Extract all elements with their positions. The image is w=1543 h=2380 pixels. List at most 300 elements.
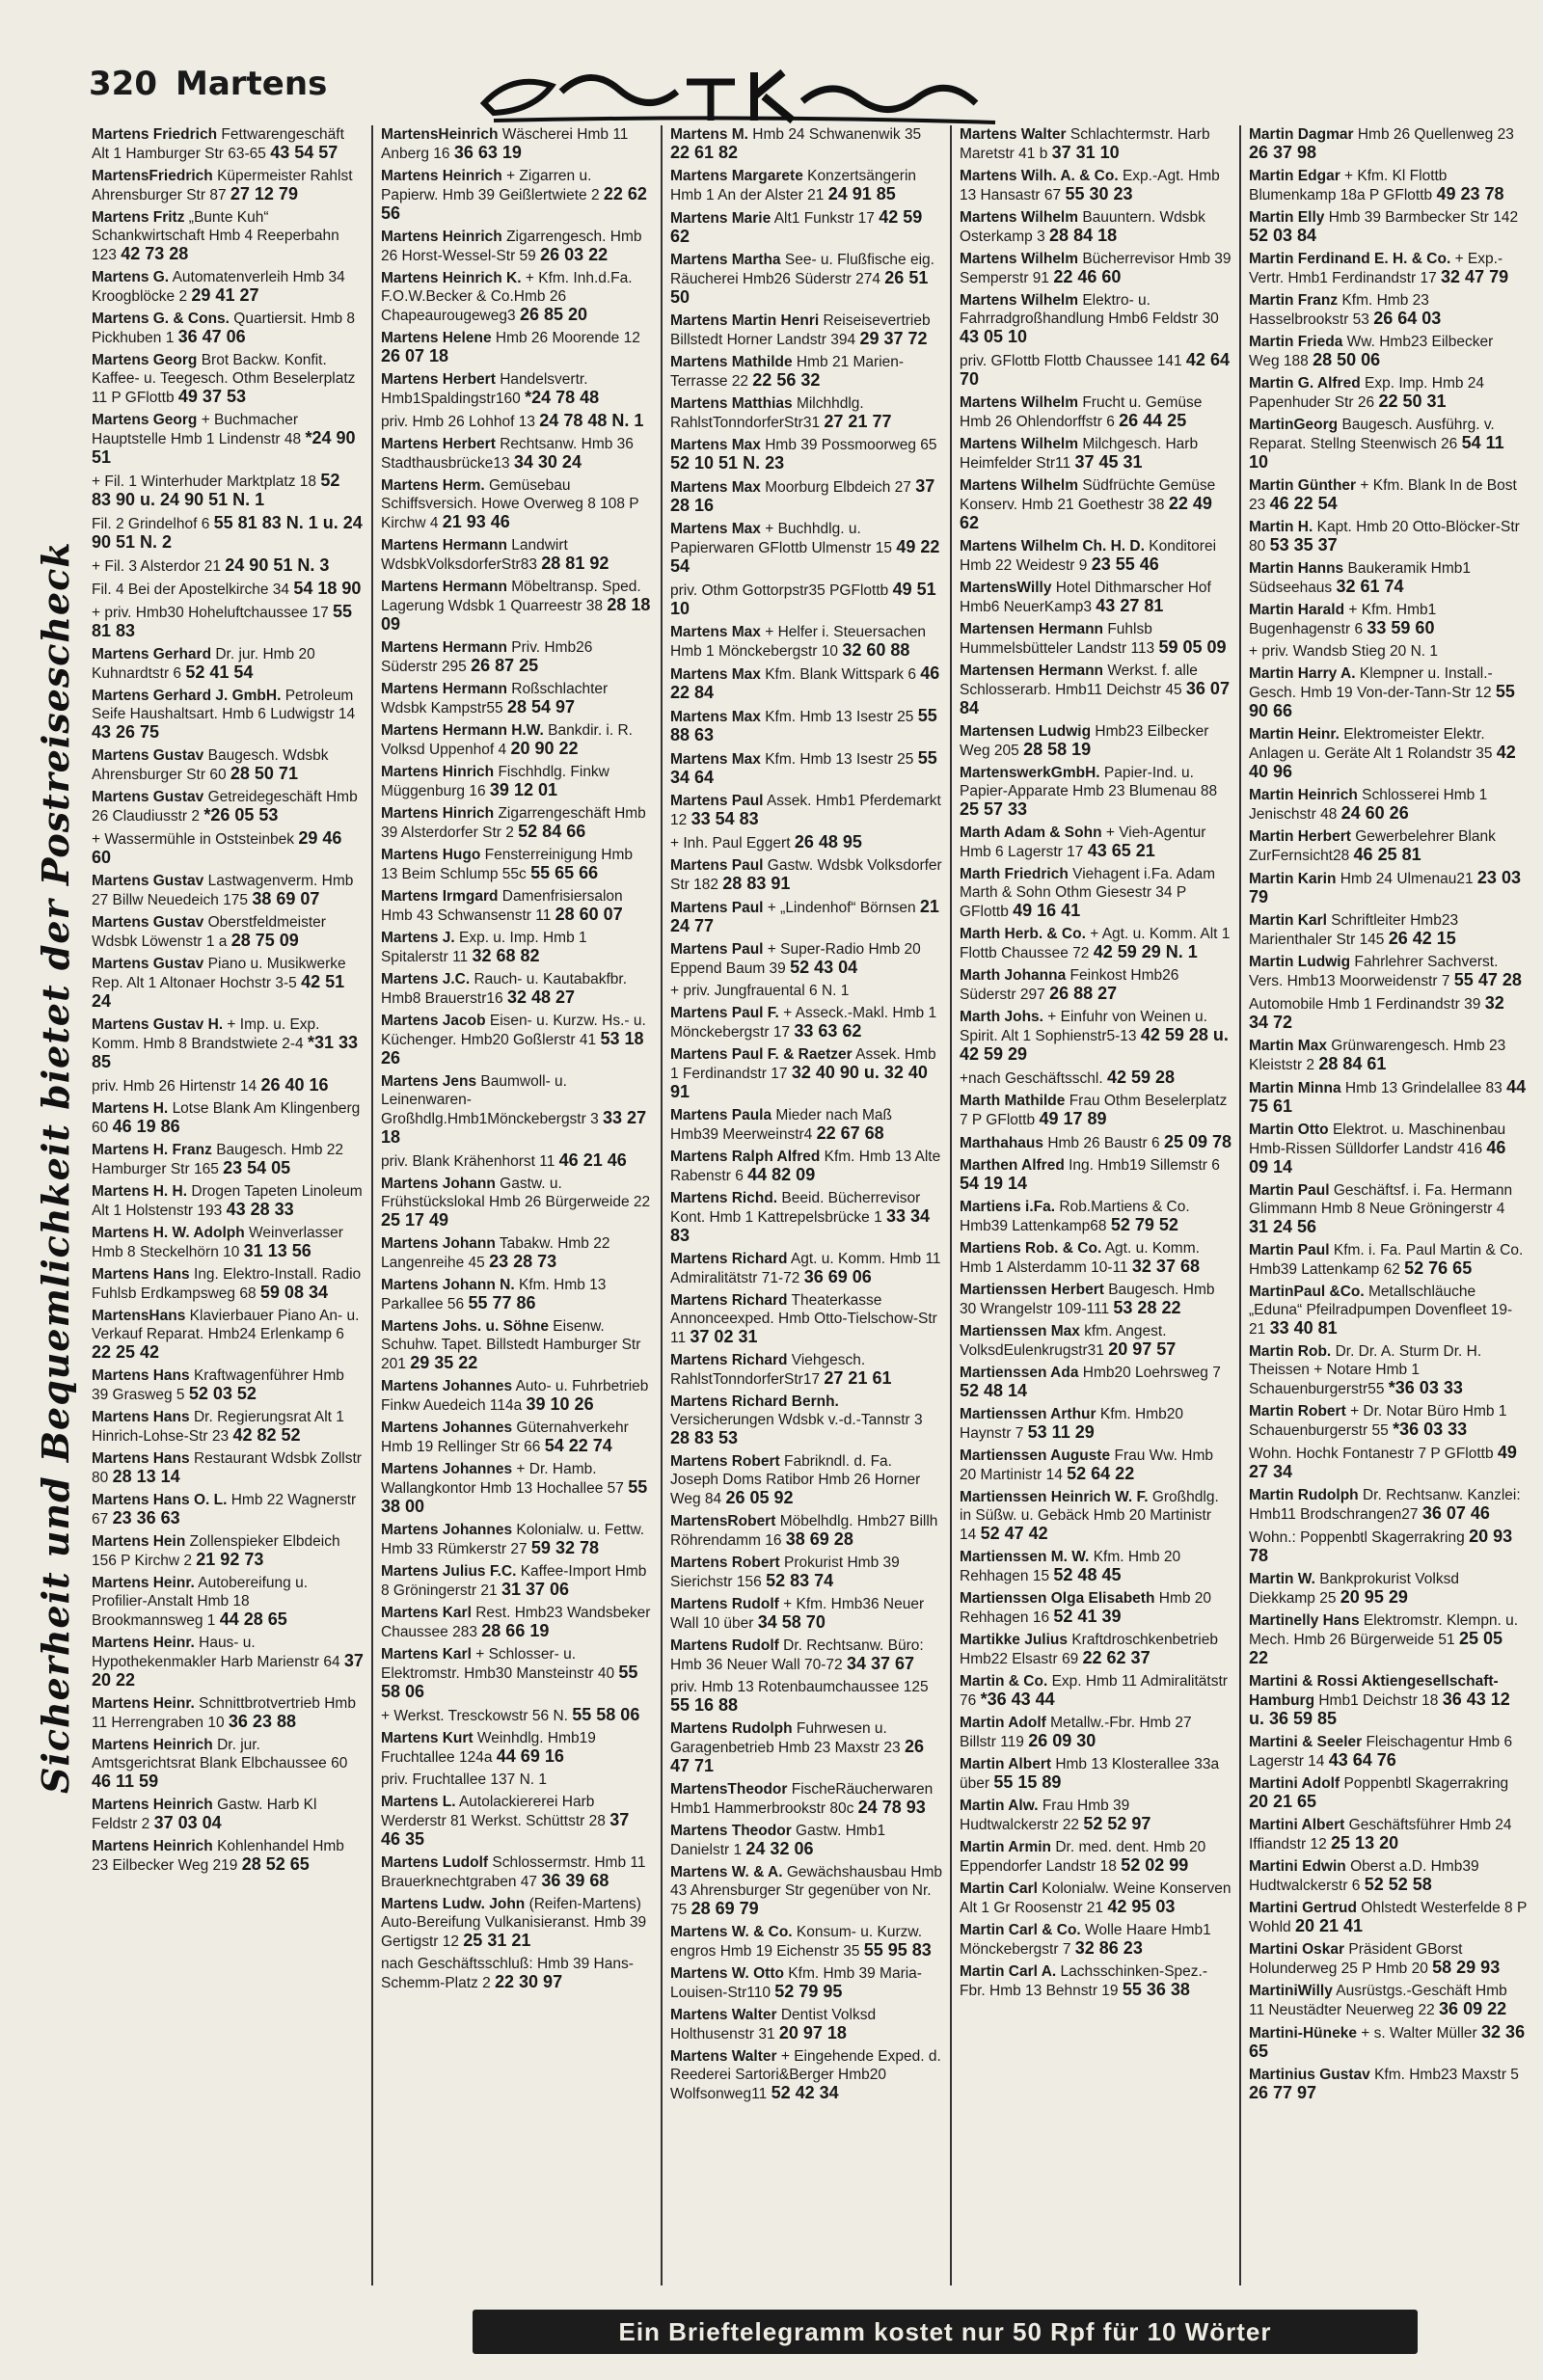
directory-entry (1249, 725, 1527, 782)
entry-name: Martin Herbert (1249, 828, 1351, 845)
entry-detail: Prokurist Hmb 39 Sierichstr 156 (670, 1555, 900, 1590)
directory-entry (960, 393, 1232, 431)
entry-phone: 53 35 37 (1269, 535, 1338, 554)
entry-detail: + Inh. Paul Eggert (670, 835, 791, 852)
entry-detail: Hmb 13 Grindelallee 83 (1344, 1080, 1502, 1096)
directory-entry (960, 865, 1232, 921)
entry-phone: 34 37 67 (846, 1654, 915, 1673)
entry-name: Martens J.C. (381, 971, 471, 987)
directory-entry (381, 269, 653, 325)
directory-entry (960, 1447, 1232, 1484)
entry-phone: 32 60 88 (842, 640, 910, 660)
entry-phone: 34 30 24 (513, 452, 582, 472)
directory-entry (92, 1634, 364, 1690)
directory-entry (381, 1276, 653, 1313)
entry-phone: 28 52 65 (241, 1854, 310, 1874)
entry-detail: Konditorei Hmb 22 Weidestr 9 (960, 538, 1217, 574)
entry-name: Martens H. Franz (92, 1142, 212, 1158)
entry-detail: Eisen- u. Kurzw. Hs.- u. Küchenger. Hmb20 Goßlerstr 41 (381, 1013, 646, 1048)
entry-detail: Rob.Martiens & Co. Hmb39 Lattenkamp68 (960, 1199, 1190, 1234)
entry-detail: Bankprokurist Volksd Diekkamp 25 (1249, 1571, 1459, 1607)
directory-entry (92, 1076, 364, 1095)
directory-entry (1249, 642, 1527, 661)
directory-entry (1249, 1121, 1527, 1177)
entry-detail: Zigarrengesch. Hmb 26 Horst-Wessel-Str 59 (381, 229, 642, 264)
entry-phone: 26 44 25 (1119, 411, 1187, 430)
entry-detail: FischeRäucherwaren Hmb1 Hammerbrookstr 80c (670, 1781, 934, 1817)
directory-entry (960, 1672, 1232, 1710)
entry-phone: 28 54 97 (506, 697, 576, 717)
entry-name: Marth Johs. (960, 1009, 1043, 1025)
directory-entry (670, 1923, 942, 1961)
entry-phone: 22 30 97 (495, 1972, 563, 1991)
entry-phone: 52 10 51 N. 23 (670, 453, 785, 473)
entry-phone: 52 41 39 (1053, 1607, 1122, 1626)
entry-phone: *36 43 44 (980, 1690, 1055, 1709)
entry-phone: *31 33 85 (92, 1033, 359, 1071)
entry-phone: 52 47 42 (980, 1524, 1048, 1543)
entry-detail: nach Geschäftsschluß: Hmb 39 Hans-Schemm-Platz 2 (381, 1956, 634, 1991)
entry-name: Martens H. W. Adolph (92, 1225, 245, 1241)
entry-detail: Haus- u. Hypothekenmakler Harb Marienstr 64 (92, 1635, 340, 1670)
entry-detail: Roßschlachter Wdsbk Kampstr55 (381, 681, 609, 717)
entry-name: Martens Georg (92, 352, 198, 368)
entry-phone: 28 83 53 (670, 1428, 739, 1447)
directory-entry (960, 1962, 1232, 2000)
entry-detail: priv. Othm Gottorpstr35 PGFlottb (670, 582, 889, 599)
page-number: 320 (89, 65, 157, 103)
entry-name: Martin Günther (1249, 477, 1357, 494)
directory-entry (92, 746, 364, 784)
entry-phone: 25 17 49 (381, 1210, 449, 1230)
directory-entry (1249, 250, 1527, 287)
directory-entry (381, 370, 653, 408)
entry-name: Martin Otto (1249, 1122, 1329, 1138)
entry-phone: 26 05 92 (725, 1488, 794, 1507)
entry-phone: 59 32 78 (530, 1538, 599, 1557)
directory-entry (670, 208, 942, 247)
entry-name: Martens Max (670, 751, 761, 768)
entry-name: Martienssen Herbert (960, 1282, 1104, 1298)
entry-name: Martens Mathilde (670, 354, 793, 370)
entry-name: Martin Dagmar (1249, 126, 1354, 143)
directory-entry (1249, 1342, 1527, 1398)
entry-name: Martens Johannes (381, 1522, 513, 1538)
entry-phone: 21 92 73 (196, 1550, 264, 1569)
directory-entry (960, 1589, 1232, 1627)
entry-phone: 42 59 28 u. 42 59 29 (960, 1025, 1229, 1064)
entry-detail: Kfm. Hmb 39 Maria-Louisen-Str110 (670, 1965, 922, 2001)
entry-detail: Brot Backw. Konfit. Kaffee- u. Teegesch. Othm Beselerplatz 11 P GFlottb (92, 352, 356, 406)
entry-detail: Güternahverkehr Hmb 19 Rellinger Str 66 (381, 1420, 629, 1455)
directory-entry (960, 537, 1232, 575)
vertical-advert-text: Sicherheit und Bequemlichkeit bietet der Postreisescheck (34, 541, 77, 1794)
directory-entry (1249, 1181, 1527, 1237)
entry-phone: 26 88 27 (1049, 984, 1118, 1003)
entry-detail: Petroleum Seife Haushaltsart. Hmb 6 Ludwigstr 14 (92, 688, 356, 722)
entry-detail: Poppenbtl Skagerrakring (1343, 1775, 1509, 1792)
entry-phone: 24 78 48 N. 1 (539, 411, 644, 430)
entry-detail: + Eingehende Exped. d. Reederei Sartori&Berger Hmb20 Wolfsonweg11 (670, 2048, 941, 2102)
entry-name: Martens Herbert (381, 371, 496, 388)
entry-detail: Versicherungen Wdsbk v.-d.-Tannstr 3 (670, 1412, 923, 1428)
entry-phone: 55 81 83 (92, 602, 353, 640)
entry-detail: kfm. Angest. VolksdEulenkrugstr31 (960, 1323, 1167, 1359)
directory-entry (1249, 1940, 1527, 1978)
entry-phone: 46 22 84 (670, 663, 940, 702)
directory-entry (960, 476, 1232, 533)
entry-phone: 24 91 85 (827, 184, 896, 203)
directory-entry (670, 1636, 942, 1674)
directory-entry (381, 1175, 653, 1231)
entry-name: Martens Richard (670, 1292, 788, 1309)
entry-phone: 46 21 46 (558, 1150, 627, 1170)
entry-detail: Klavierbauer Piano An- u. Verkauf Reparat. Hmb24 Erlenkamp 6 (92, 1308, 360, 1342)
entry-name: Martini Edwin (1249, 1858, 1346, 1875)
entry-detail: Möbeltransp. Sped. Lagerung Wdsbk 1 Quarreestr 38 (381, 579, 641, 614)
directory-entry (92, 603, 364, 641)
entry-phone: 52 64 22 (1067, 1464, 1135, 1483)
entry-name: Martinius Gustav (1249, 2067, 1370, 2083)
entry-detail: Automobile Hmb 1 Ferdinandstr 39 (1249, 996, 1481, 1013)
entry-name: MartinGeorg (1249, 417, 1339, 433)
column-2 (381, 125, 653, 2285)
entry-detail: + Schlosser- u. Elektromstr. Hmb30 Mansteinstr 40 (381, 1646, 615, 1682)
directory-entry (92, 1694, 364, 1732)
entry-name: Martens Richard (670, 1251, 788, 1267)
directory-entry (1249, 786, 1527, 824)
entry-name: Martin Hanns (1249, 560, 1344, 577)
entry-detail: Gewächshausbau Hmb 43 Ahrensburger Str gegenüber von Nr. 75 (670, 1864, 942, 1918)
entry-name: Martens Kurt (381, 1730, 474, 1746)
directory-entry (381, 1604, 653, 1641)
entry-detail: Exp. Imp. Hmb 24 Papenhuder Str 26 (1249, 375, 1485, 411)
entry-name: Martens Marie (670, 210, 772, 227)
entry-name: Martens Hugo (381, 847, 481, 863)
directory-entry (92, 645, 364, 683)
entry-phone: 52 48 14 (960, 1381, 1028, 1400)
directory-entry (1249, 1570, 1527, 1608)
entry-phone: 38 69 07 (252, 889, 320, 908)
entry-name: Martin Max (1249, 1038, 1327, 1054)
entry-phone: 29 41 27 (191, 285, 259, 305)
directory-entry (960, 1631, 1232, 1668)
entry-phone: 28 50 71 (230, 764, 298, 783)
directory-entry (1249, 1283, 1527, 1339)
directory-entry (670, 664, 942, 703)
entry-name: Martens Wilhelm (960, 292, 1079, 309)
directory-entry (92, 1366, 364, 1404)
entry-phone: 59 08 34 (259, 1283, 328, 1302)
entry-name: Martens Gerhard (92, 646, 212, 663)
column-1 (92, 125, 364, 2285)
directory-entry (381, 329, 653, 366)
entry-detail: Bauuntern. Wdsbk Osterkamp 3 (960, 209, 1205, 245)
directory-entry (92, 1449, 364, 1487)
entry-detail: Gewerbelehrer Blank ZurFernsicht28 (1249, 828, 1496, 864)
entry-phone: 26 47 71 (670, 1737, 924, 1775)
directory-entry (381, 680, 653, 717)
entry-name: Marth Herb. & Co. (960, 926, 1086, 942)
directory-entry (960, 1322, 1232, 1360)
column-divider (1239, 125, 1241, 2285)
directory-entry (381, 1317, 653, 1373)
entry-phone: 43 26 75 (92, 722, 160, 742)
entry-detail: Dentist Volksd Holthusenstr 31 (670, 2007, 877, 2042)
directory-entry (381, 638, 653, 676)
entry-detail: Elektromeister Elektr. Anlagen u. Geräte Alt 1 Rolandstr 35 (1249, 726, 1493, 762)
entry-name: Martini Adolf (1249, 1775, 1340, 1792)
directory-entry (92, 1796, 364, 1833)
directory-entry (381, 476, 653, 532)
entry-phone: 44 28 65 (219, 1609, 287, 1629)
directory-entry (381, 1012, 653, 1068)
entry-phone: 55 34 64 (670, 748, 937, 787)
entry-detail: Hmb 21 Marien-Terrasse 22 (670, 354, 905, 390)
entry-detail: Möbelhdlg. Hmb27 Billh Röhrendamm 16 (670, 1513, 938, 1549)
directory-entry (670, 1250, 942, 1287)
entry-detail: Schlossermstr. Hmb 11 Brauerknechtgraben 47 (381, 1854, 646, 1890)
entry-name: Martens Paul (670, 857, 764, 874)
entry-detail: Hmb23 Eilbecker Weg 205 (960, 723, 1209, 759)
directory-entry (92, 913, 364, 951)
directory-entry (92, 1736, 364, 1792)
directory-entry (92, 411, 364, 468)
entry-phone: 42 40 96 (1249, 743, 1516, 781)
entry-phone: 32 36 65 (1249, 2022, 1526, 2061)
entry-name: Martens Heinrich (381, 229, 502, 245)
entry-name: Martens Heinrich (381, 168, 502, 184)
entry-phone: *36 03 33 (1388, 1378, 1463, 1397)
entry-detail: Schlachtermstr. Harb Maretstr 41 b (960, 126, 1210, 162)
entry-detail: Drogen Tapeten Linoleum Alt 1 Holstenstr 193 (92, 1183, 363, 1219)
entry-detail: Kfm. Hmb 13 Alte Rabenstr 6 (670, 1149, 941, 1184)
entry-phone: 37 45 31 (1074, 452, 1143, 472)
directory-entry (960, 208, 1232, 246)
entry-phone: 46 11 59 (92, 1771, 159, 1791)
entry-phone: 52 48 45 (1053, 1565, 1122, 1584)
directory-entry (1249, 1733, 1527, 1771)
entry-name: Martin Carl & Co. (960, 1922, 1081, 1938)
entry-phone: 28 69 79 (690, 1899, 759, 1918)
directory-entry (92, 1224, 364, 1261)
entry-detail: Bücherrevisor Hmb 39 Semperstr 91 (960, 251, 1232, 286)
entry-name: Martini-Hüneke (1249, 2025, 1357, 2042)
entry-detail: Elektrot. u. Maschinenbau Hmb-Rissen Sülldorfer Landstr 416 (1249, 1122, 1506, 1157)
directory-entry (381, 125, 653, 163)
directory-entry (381, 1955, 653, 1992)
entry-detail: Wohn.: Poppenbtl Skagerrakring (1249, 1529, 1465, 1546)
entry-name: Martin Paul (1249, 1182, 1330, 1199)
entry-name: Martens Robert (670, 1453, 780, 1470)
entry-name: Martensen Hermann (960, 621, 1104, 637)
directory-entry (1249, 1486, 1527, 1524)
entry-name: Marth Johanna (960, 967, 1067, 984)
directory-entry (381, 1562, 653, 1600)
entry-detail: + Asseck.-Makl. Hmb 1 Mönckebergstr 17 (670, 1005, 937, 1041)
entry-detail: Gastw. Hmb1 Danielstr 1 (670, 1823, 886, 1858)
entry-phone: 49 16 41 (1013, 901, 1081, 920)
entry-phone: 25 05 22 (1249, 1629, 1503, 1667)
directory-entry (670, 311, 942, 349)
entry-phone: 20 21 65 (1249, 1792, 1317, 1811)
entry-phone: 55 65 66 (530, 863, 599, 882)
directory-entry (1249, 1672, 1527, 1729)
column-divider (950, 125, 952, 2285)
entry-detail: Kfm. Hmb 20 Rehhagen 15 (960, 1549, 1181, 1584)
entry-detail: Getreidegeschäft Hmb 26 Claudiusstr 2 (92, 789, 358, 825)
entry-detail: Ww. Hmb23 Eilbecker Weg 188 (1249, 334, 1494, 369)
entry-name: Martens Max (670, 479, 761, 496)
entry-phone: 42 95 03 (1107, 1897, 1176, 1916)
entry-phone: 42 59 62 (670, 207, 923, 246)
directory-entry (92, 1265, 364, 1303)
entry-detail: Elektro- u. Fahrradgroßhandlung Hmb6 Feldstr 30 (960, 292, 1219, 327)
entry-phone: 37 20 22 (92, 1651, 364, 1690)
entry-phone: 21 93 46 (442, 512, 510, 531)
directory-entry (960, 1198, 1232, 1235)
entry-name: Martin Rudolph (1249, 1487, 1359, 1503)
entry-name: MartensHeinrich (381, 126, 499, 143)
entry-detail: Priv. Hmb26 Süderstr 295 (381, 639, 593, 675)
directory-entry (670, 1512, 942, 1550)
entry-name: Martin H. (1249, 519, 1313, 535)
directory-entry (1249, 125, 1527, 163)
entry-detail: Baugesch. Hmb 30 Wrangelstr 109-111 (960, 1282, 1215, 1317)
entry-phone: 52 83 90 u. 24 90 51 N. 1 (92, 471, 340, 509)
entry-detail: Viehagent i.Fa. Adam Marth & Sohn Othm Giesestr 34 P GFlottb (960, 866, 1216, 920)
entry-phone: 42 59 29 N. 1 (1093, 942, 1198, 961)
entry-name: Martens Paul (670, 900, 764, 916)
entry-name: Martin Carl A. (960, 1963, 1057, 1980)
entry-phone: 36 47 06 (177, 327, 246, 346)
entry-name: Martens Max (670, 437, 761, 453)
entry-phone: 32 86 23 (1074, 1938, 1143, 1958)
directory-entry (1249, 601, 1527, 638)
entry-detail: Dr. Regierungsrat Alt 1 Hinrich-Lohse-Str 23 (92, 1409, 344, 1445)
directory-entry (1249, 911, 1527, 949)
entry-detail: Hmb 24 Ulmenau21 (1340, 871, 1474, 887)
entry-phone: 26 37 98 (1249, 143, 1317, 162)
entry-detail: Gemüsebau Schiffsversich. Howe Overweg 8 108 P Kirchw 4 (381, 477, 639, 531)
entry-detail: Bankdir. i. R. Volksd Uppenhof 4 (381, 722, 633, 758)
entry-phone: 26 42 15 (1388, 929, 1456, 948)
directory-entry (92, 472, 364, 510)
entry-detail: priv. Fruchtallee 137 N. 1 (381, 1771, 548, 1788)
directory-entry (960, 722, 1232, 760)
entry-name: Martinelly Hans (1249, 1612, 1360, 1629)
entry-detail: Milchgesch. Harb Heimfelder Str11 (960, 436, 1199, 472)
directory-entry (960, 1068, 1232, 1088)
entry-detail: Ohlstedt Westerfelde 8 P Wohld (1249, 1900, 1527, 1935)
entry-detail: Geschäftsf. i. Fa. Hermann Glimmann Hmb 8 Neue Gröningerstr 4 (1249, 1182, 1513, 1217)
directory-entry (960, 435, 1232, 473)
entry-detail: priv. Hmb 26 Lohhof 13 (381, 414, 535, 430)
entry-phone: 25 09 78 (1163, 1132, 1232, 1151)
entry-detail: Oberstfeldmeister Wdsbk Löwenstr 1 a (92, 914, 326, 950)
entry-detail: Wohn. Hochk Fontanestr 7 P GFlottb (1249, 1446, 1494, 1462)
directory-entry (670, 436, 942, 473)
directory-entry (381, 536, 653, 574)
entry-name: Martin Ferdinand E. H. & Co. (1249, 251, 1451, 267)
entry-phone: 52 76 65 (1404, 1258, 1473, 1278)
entry-name: Martens Friedrich (92, 126, 218, 143)
entry-phone: 26 09 30 (1028, 1731, 1096, 1750)
directory-entry (670, 1863, 942, 1919)
entry-detail: Konsum- u. Kurzw. engros Hmb 19 Eichenstr 35 (670, 1924, 922, 1960)
entry-detail: Reiseisevertrieb Billstedt Horner Landstr 394 (670, 312, 931, 348)
entry-name: Martens Walter (670, 2048, 777, 2065)
entry-name: Martens Martha (670, 252, 781, 268)
entry-detail: Agt. u. Komm. Hmb 11 Admiralitätstr 71-72 (670, 1251, 941, 1286)
running-head: Martens (176, 65, 328, 103)
entry-phone: 32 68 82 (472, 946, 540, 965)
entry-phone: 37 28 16 (670, 476, 935, 515)
entry-detail: Autolackiererei Harb Werderstr 81 Werkst. Schüttstr 28 (381, 1794, 606, 1829)
directory-entry (92, 310, 364, 347)
directory-entry (670, 1554, 942, 1591)
entry-name: MartinPaul &Co. (1249, 1284, 1365, 1300)
entry-phone: 23 55 46 (1091, 554, 1159, 574)
entry-detail: Assek. Hmb1 Pferdemarkt 12 (670, 793, 941, 828)
entry-phone: 24 60 26 (1340, 803, 1409, 823)
directory-entry (960, 1008, 1232, 1065)
entry-detail: See- u. Flußfische eig. Räucherei Hmb26 Süderstr 274 (670, 252, 934, 287)
directory-entry (381, 1419, 653, 1456)
entry-phone: 36 07 84 (960, 679, 1230, 717)
entry-phone: 55 81 83 N. 1 u. 24 90 51 N. 2 (92, 513, 363, 552)
directory-entry (92, 125, 364, 163)
directory-entry (1249, 1899, 1527, 1936)
directory-entry (960, 1364, 1232, 1401)
directory-entry (92, 829, 364, 868)
entry-name: Martens Ludw. John (381, 1896, 526, 1912)
entry-name: Martens Irmgard (381, 888, 499, 905)
directory-entry (670, 1189, 942, 1246)
entry-name: Martens Wilhelm Ch. H. D. (960, 538, 1145, 554)
directory-entry (92, 872, 364, 909)
column-5 (1249, 125, 1527, 2285)
entry-phone: 28 13 14 (112, 1467, 180, 1486)
directory-entry (1249, 333, 1527, 370)
entry-name: Martens Richd. (670, 1190, 778, 1206)
entry-detail: Hmb20 Loehrsweg 7 (1082, 1365, 1221, 1381)
entry-phone: 29 37 72 (859, 329, 928, 348)
entry-detail: Landwirt WdsbkVolksdorferStr83 (381, 537, 568, 573)
entry-phone: 43 27 81 (1096, 596, 1164, 615)
entry-name: Martienssen Auguste (960, 1447, 1111, 1464)
directory-entry (1249, 1611, 1527, 1668)
directory-entry (381, 804, 653, 842)
entry-phone: 36 23 88 (228, 1712, 296, 1731)
entry-phone: 37 03 04 (153, 1813, 222, 1832)
entry-phone: *36 03 33 (1393, 1420, 1468, 1439)
directory-entry (960, 1921, 1232, 1959)
entry-detail: Frau Hmb 39 Hudtwalckerstr 22 (960, 1798, 1130, 1833)
entry-name: Martin Robert (1249, 1403, 1346, 1420)
directory-entry (670, 1351, 942, 1389)
entry-detail: + Kfm. Hmb1 Bugenhagenstr 6 (1249, 602, 1437, 637)
directory-entry (1249, 291, 1527, 329)
entry-phone: 20 93 78 (1249, 1527, 1513, 1565)
directory-entry (670, 1595, 942, 1633)
entry-name: Martin Karl (1249, 912, 1327, 929)
entry-phone: 44 69 16 (496, 1746, 564, 1766)
directory-entry (670, 1291, 942, 1347)
directory-entry (670, 581, 942, 619)
entry-detail: Kfm. i. Fa. Paul Martin & Co. Hmb39 Lattenkamp 62 (1249, 1242, 1524, 1278)
entry-detail: Ing. Elektro-Install. Radio Fuhlsb Erdkampsweg 68 (92, 1266, 362, 1302)
